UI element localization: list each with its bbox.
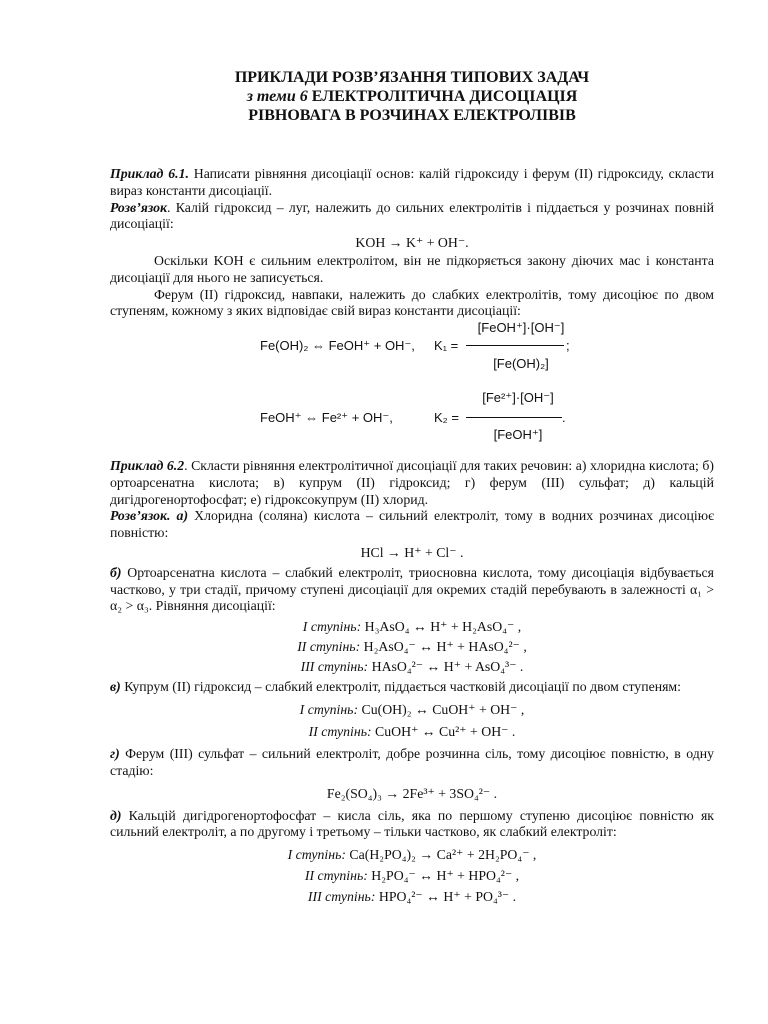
title-line-2-italic: з теми 6 (246, 88, 308, 105)
part-b-eq-1 (110, 617, 714, 637)
part-c (110, 679, 714, 696)
part-e (110, 808, 714, 842)
part-e-eq-1 (110, 844, 714, 865)
page-title (110, 68, 714, 125)
stage-label: ІІ ступінь: (297, 639, 361, 655)
k1-end: ; (566, 338, 570, 353)
stage-equation: H₂PO₄⁻ ↔ H⁺ + HPO₄²⁻ , (367, 868, 520, 884)
stage-equation: HAsO₄²⁻ ↔ H⁺ + AsO₄³⁻ . (368, 659, 524, 675)
example-6-1-text: Написати рівняння дисоціації основ: калій гідроксиду і ферум (ІІ) гідроксиду, скласти вираз константи дисоціації. (110, 166, 714, 198)
part-b-eq-3 (110, 657, 714, 677)
solution-label: Розв’язок (110, 199, 167, 215)
part-a-text: Хлоридна (соляна) кислота – сильний електроліт, тому в водних розчинах дисоціює повністю: (110, 508, 714, 541)
part-c-text: Купрум (ІІ) гідроксид – слабкий електроліт, піддається частковій дисоціації по двом ступеням: (120, 679, 682, 695)
stage-label: ІІІ ступінь: (300, 659, 369, 675)
part-e-text: Кальцій дигідрогенортофосфат – кисла сіль, яка по першому ступеню дисоціює повністю як сильний електроліт, а по другому і третьому – тільки частково, як слабкий електроліт: (110, 807, 714, 840)
stage-label: І ступінь: (302, 619, 362, 635)
part-d-text: Ферум (ІІІ) сульфат – сильний електроліт, добре розчинна сіль, тому дисоціює повністю, в одну стадію: (110, 745, 714, 778)
stage-equation: H₂AsO₄⁻ ↔ H⁺ + HAsO₄²⁻ , (360, 639, 527, 655)
example-6-2-solution-a (110, 508, 714, 542)
stage-equation: CuOH⁺ ↔ Cu²⁺ + OH⁻ . (371, 723, 516, 739)
title-line-1: ПРИКЛАДИ РОЗВ’ЯЗАННЯ ТИПОВИХ ЗАДАЧ (234, 69, 590, 86)
k2-end: . (562, 410, 566, 425)
example-6-2-label: Приклад 6.2 (110, 458, 185, 473)
title-line-3: РІВНОВАГА В РОЗЧИНАХ ЕЛЕКТРОЛІВІВ (248, 107, 576, 124)
example-6-1-statement (110, 166, 714, 200)
part-c-eq-1 (110, 699, 714, 721)
k1-numerator: [FeOH⁺]·[OH⁻] (477, 320, 565, 335)
k2-numerator: [Fe²⁺]·[OH⁻] (482, 390, 554, 405)
stage-equation: Ca(H₂PO₄)₂ → Ca²⁺ + 2H₂PO₄⁻ , (345, 847, 537, 863)
example-6-2-text: . Скласти рівняння електролітичної дисоціації для таких речовин: а) хлоридна кислота; б) ортоарсенатна кислота; в) купрум (ІІ) гідроксид; г) ферум (ІІІ) сульфат; д) кальцій дигідрогенортофосфат; е) гідроксокупрум (ІІ) хлорид. (110, 458, 715, 507)
part-e-eq-2 (110, 865, 714, 886)
stage-label: ІІ ступінь: (308, 723, 372, 739)
equation-hcl: HCl → H⁺ + Cl⁻ . (360, 544, 464, 560)
equation-fe2so43: Fe₂(SO₄)₃ → 2Fe³⁺ + 3SO₄²⁻ . (326, 785, 498, 801)
solution-text: . Калій гідроксид – луг, належить до сильних електролітів і піддається у розчинах повній дисоціації: (110, 199, 714, 232)
stage-label: ІІ ступінь: (304, 868, 368, 884)
example-6-1-label: Приклад 6.1. (110, 166, 189, 181)
stage-equation: Cu(OH)₂ ↔ CuOH⁺ + OH⁻ , (358, 701, 525, 717)
title-line-2-rest: ЕЛЕКТРОЛІТИЧНА ДИСОЦІАЦІЯ (307, 88, 578, 105)
k2-denominator: [FeOH⁺] (493, 427, 543, 442)
part-a-label: а) (170, 508, 189, 524)
part-c-equations (110, 699, 714, 743)
equation-koh: KOH → K⁺ + OH⁻. (355, 235, 469, 251)
k1-denominator: [Fe(OH)₂] (493, 356, 549, 371)
part-e-eq-3 (110, 886, 714, 907)
part-d-label: г) (110, 745, 120, 761)
example-6-2 (110, 458, 714, 910)
part-b-equations (110, 617, 714, 677)
k2-label: K₂ = (434, 410, 459, 425)
stage-equation: H₃AsO₄ ↔ H⁺ + H₂AsO₄⁻ , (361, 619, 522, 635)
part-d (110, 746, 714, 780)
part-b-text: Ортоарсенатна кислота – слабкий електроліт, триосновна кислота, тому дисоціація відбувається частково, у три стадії, причому ступені дисоціації для окремих стадій перебувають в залежності α₁ > α₂ > α₃. Рівняння дисоціації: (110, 564, 714, 614)
equation-feoh-step2: FeOH⁺ ⇔ Fe²⁺ + OH⁻, (260, 410, 393, 425)
part-c-eq-2 (110, 721, 714, 743)
stage-equation: HPO₄²⁻ ↔ H⁺ + PO₄³⁻ . (375, 889, 517, 905)
example-6-1 (110, 166, 714, 320)
example-6-2-statement (110, 458, 714, 508)
example-6-1-solution (110, 200, 714, 234)
paragraph-feoh2: Ферум (ІІ) гідроксид, навпаки, належить до слабких електролітів, тому дисоціює по двом ступеням, кожному з яких відповідає свій вираз константи дисоціації: (110, 286, 714, 319)
part-e-equations (110, 844, 714, 907)
paragraph-koh-strong: Оскільки KOH є сильним електролітом, він не підкоряється закону діючих мас і константа дисоціації для нього не записується. (110, 252, 714, 285)
title-line-2 (110, 87, 714, 106)
part-b-eq-2 (110, 637, 714, 657)
stage-label: І ступінь: (287, 847, 346, 863)
part-b-label: б) (110, 564, 122, 580)
k1-label: K₁ = (434, 338, 459, 353)
solution-label-2: Розв’язок. (110, 508, 171, 524)
part-e-label: д) (110, 807, 122, 823)
part-b (110, 565, 714, 615)
stage-label: ІІІ ступінь: (307, 889, 376, 905)
equation-feoh2-step1: Fe(OH)₂ ⇔ FeOH⁺ + OH⁻, (260, 338, 415, 353)
k2-fraction-bar (466, 417, 562, 418)
k1-fraction-bar (466, 345, 564, 346)
stage-label: І ступінь: (299, 701, 359, 717)
part-c-label: в) (110, 679, 121, 695)
